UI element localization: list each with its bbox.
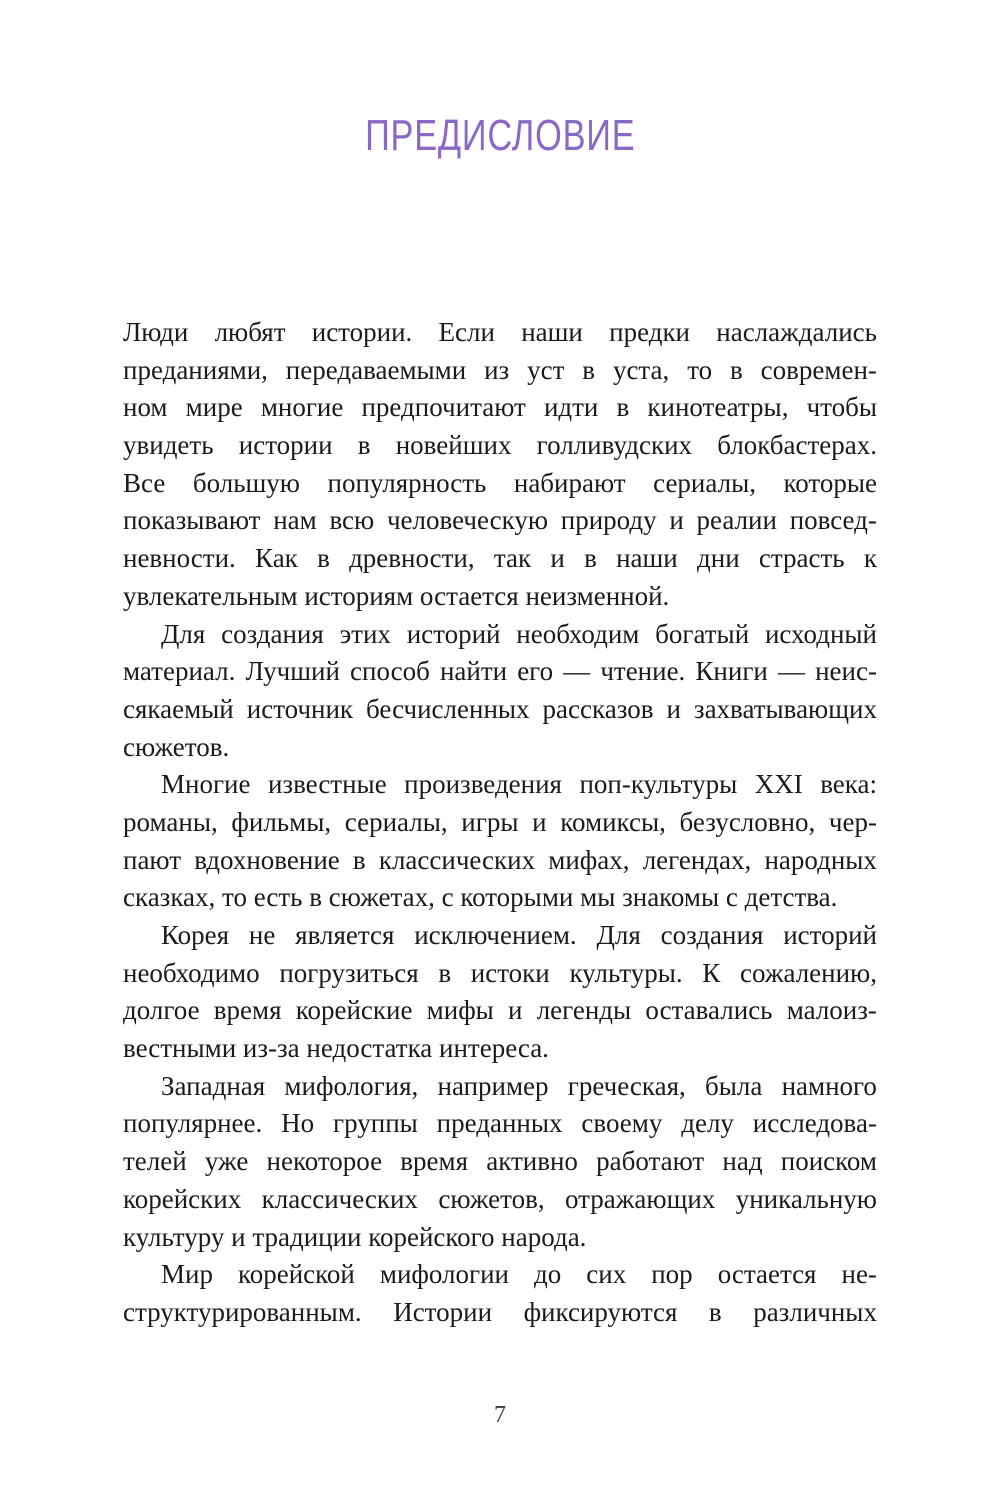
paragraph xyxy=(123,314,877,616)
paragraph xyxy=(123,766,877,917)
page-number: 7 xyxy=(494,1402,506,1428)
text-line: невности. Как в древности, так и в наши дни страсть к xyxy=(123,543,877,574)
text-line: сюжетов. xyxy=(123,731,230,762)
text-line: материал. Лучший способ найти его — чтение. Книги — неис- xyxy=(123,656,877,687)
text-line: романы, фильмы, сериалы, игры и комиксы, безусловно, чер- xyxy=(123,806,877,837)
text-line: сказках, то есть в сюжетах, с которыми мы знакомы с детства. xyxy=(123,882,838,913)
text-line: показывают нам всю человеческую природу и реалии повсед- xyxy=(123,505,877,536)
text-line: пают вдохновение в классических мифах, легендах, народных xyxy=(123,844,877,875)
text-line: популярнее. Но группы преданных своему делу исследова- xyxy=(123,1108,877,1139)
text-line: корейских классических сюжетов, отражающих уникальную xyxy=(123,1183,877,1214)
text-line: Все большую популярность набирают сериалы, которые xyxy=(123,467,877,498)
text-line: долгое время корейские мифы и легенды оставались малоиз- xyxy=(123,995,877,1026)
text-line: структурированным. Истории фиксируются в различных xyxy=(123,1296,877,1327)
paragraph xyxy=(123,1256,877,1331)
paragraph xyxy=(123,616,877,767)
text-line: увидеть истории в новейших голливудских блокбастерах. xyxy=(123,430,877,461)
text-line: вестными из-за недостатка интереса. xyxy=(123,1033,549,1064)
paragraph xyxy=(123,1068,877,1256)
text-line: Для создания этих историй необходим богатый исходный xyxy=(161,618,877,649)
text-line: увлекательным историям остается неизменной. xyxy=(123,580,670,611)
text-line: Корея не является исключением. Для создания историй xyxy=(161,920,877,950)
text-line: Многие известные произведения поп-культуры XXI века: xyxy=(161,769,877,800)
text-line: телей уже некоторое время активно работают над поиском xyxy=(123,1146,877,1177)
text-line: культуру и традиции корейского народа. xyxy=(123,1221,587,1252)
text-line: ном мире многие предпочитают идти в кинотеатры, чтобы xyxy=(123,392,877,423)
paragraph xyxy=(123,917,877,1068)
text-line: Мир корейской мифологии до сих пор остается не- xyxy=(161,1259,877,1290)
body-text xyxy=(123,314,877,1332)
text-line: Люди любят истории. Если наши предки наслаждались xyxy=(123,317,877,347)
text-line: сякаемый источник бесчисленных рассказов и захватывающих xyxy=(123,693,877,724)
text-line: преданиями, передаваемыми из уст в уста, то в современ- xyxy=(123,354,877,385)
chapter-title-text: ПРЕДИСЛОВИЕ xyxy=(364,111,636,160)
text-line: Западная мифология, например греческая, была намного xyxy=(161,1070,877,1101)
chapter-title xyxy=(0,112,1000,160)
text-line: необходимо погрузиться в истоки культуры. К сожалению, xyxy=(123,957,877,988)
